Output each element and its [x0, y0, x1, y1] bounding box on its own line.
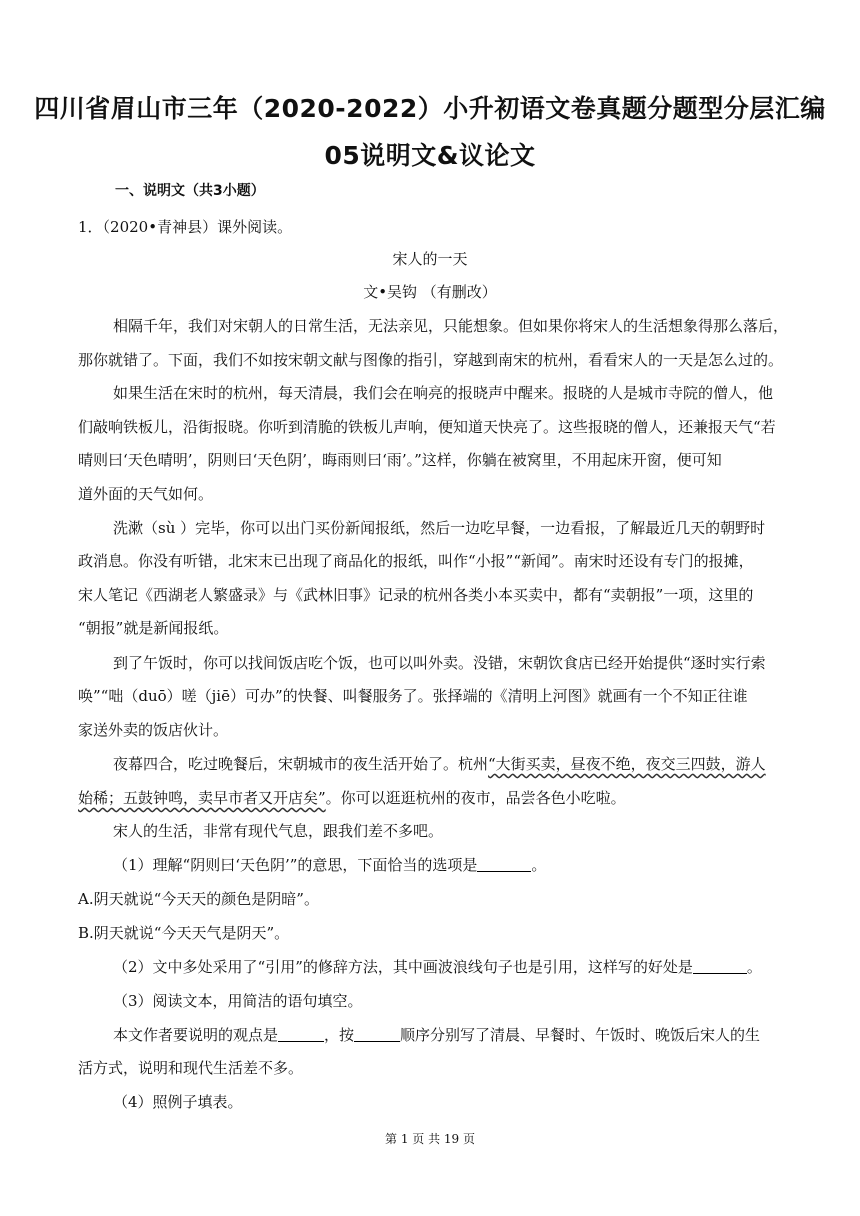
- paragraph-line: 如果生活在宋时的杭州，每天清晨，我们会在响亮的报晓声中醒来。报晓的人是城市寺院的僧人，他: [113, 384, 774, 402]
- paragraph-line: 道外面的天气如何。: [78, 485, 214, 503]
- paragraph-line: 相隔千年，我们对宋朝人的日常生活，无法亲见，只能想象。但如果你将宋人的生活想象得那么落后，: [113, 317, 789, 335]
- option-a: A.阴天就说“今天天的颜色是阴暗”。: [78, 890, 319, 908]
- option-b: B.阴天就说“今天天气是阴天”。: [78, 924, 290, 942]
- question-1-1: [113, 854, 546, 875]
- question-text: （1）理解“阴则曰‘天色阴’”的意思，下面恰当的选项是: [113, 856, 478, 874]
- question-text: ，按: [324, 1026, 355, 1044]
- answer-blank[interactable]: [477, 857, 531, 872]
- answer-blank[interactable]: [354, 1027, 400, 1042]
- article-author: 文•吴钩 （有删改）: [363, 283, 497, 301]
- answer-blank[interactable]: [278, 1027, 324, 1042]
- question-1-4: （4）照例子填表。: [113, 1093, 243, 1111]
- paragraph-line: 活方式，说明和现代生活差不多。: [78, 1059, 304, 1077]
- punctuation: 。: [746, 958, 762, 976]
- paragraph-line: [113, 753, 766, 774]
- wavy-underlined-quote: 始稀；五鼓钟鸣，卖早市者又开店矣”: [78, 789, 326, 807]
- question-text: 本文作者要说明的观点是: [113, 1026, 279, 1044]
- paragraph-line: 们敲响铁板儿，沿街报晓。你听到清脆的铁板儿声响，便知道天快亮了。这些报晓的僧人，还兼报天气“若: [78, 418, 776, 436]
- document-title: 四川省眉山市三年（2020-2022）小升初语文卷真题分题型分层汇编: [34, 94, 826, 123]
- paragraph-line: 政消息。你没有听错，北宋末已出现了商品化的报纸，叫作“小报”“新闻”。南宋时还设有专门的报摊，: [78, 552, 754, 570]
- paragraph-line: 宋人笔记《西湖老人繁盛录》与《武林旧事》记录的杭州各类小本买卖中，都有“卖朝报”一项，这里的: [78, 586, 754, 604]
- question-intro: 1．（2020•青神县）课外阅读。: [78, 218, 293, 236]
- paragraph-line: 晴则曰‘天色晴明’，阴则曰‘天色阴’，晦雨则曰‘雨’。”这样，你躺在被窝里，不用起床开窗，便可知: [78, 451, 722, 469]
- question-text: 顺序分别写了清晨、早餐时、午饭时、晚饭后宋人的生: [400, 1026, 761, 1044]
- question-1-3-fill: [113, 1024, 760, 1045]
- page-footer: 第 1 页 共 19 页: [385, 1132, 475, 1146]
- question-1-3: （3）阅读文本，用简洁的语句填空。: [113, 992, 363, 1010]
- paragraph-line: 唤”“咄（duō）嗟（jiē）可办”的快餐、叫餐服务了。张择端的《清明上河图》就画有一个不知正往谁: [78, 687, 748, 705]
- plain-text: 夜幕四合，吃过晚餐后，宋朝城市的夜生活开始了。杭州: [113, 755, 489, 773]
- plain-text: 。你可以逛逛杭州的夜市，品尝各色小吃啦。: [325, 789, 626, 807]
- paragraph-line: 那你就错了。下面，我们不如按宋朝文献与图像的指引，穿越到南宋的杭州，看看宋人的一天是怎么过的。: [78, 351, 784, 369]
- paragraph-line: 到了午饭时，你可以找间饭店吃个饭，也可以叫外卖。没错，宋朝饮食店已经开始提供“逐时实行索: [113, 654, 766, 672]
- section-heading: 一、说明文（共3小题）: [115, 183, 265, 199]
- document-subtitle: 05说明文&议论文: [324, 141, 536, 170]
- question-1-2: [113, 956, 762, 977]
- wavy-underlined-quote: “大街买卖，昼夜不绝，夜交三四鼓，游人: [488, 755, 766, 773]
- article-title: 宋人的一天: [392, 250, 468, 268]
- paragraph-line: [78, 787, 626, 808]
- question-text: （2）文中多处采用了“引用”的修辞方法，其中画波浪线句子也是引用，这样写的好处是: [113, 958, 693, 976]
- paragraph-line: 宋人的生活，非常有现代气息，跟我们差不多吧。: [113, 822, 444, 840]
- answer-blank[interactable]: [693, 959, 747, 974]
- paragraph-line: 洗漱（sù ）完毕，你可以出门买份新闻报纸，然后一边吃早餐，一边看报，了解最近几天的朝野时: [113, 519, 766, 537]
- paragraph-line: 家送外卖的饭店伙计。: [78, 721, 229, 739]
- paragraph-line: “朝报”就是新闻报纸。: [78, 619, 229, 637]
- punctuation: 。: [531, 856, 547, 874]
